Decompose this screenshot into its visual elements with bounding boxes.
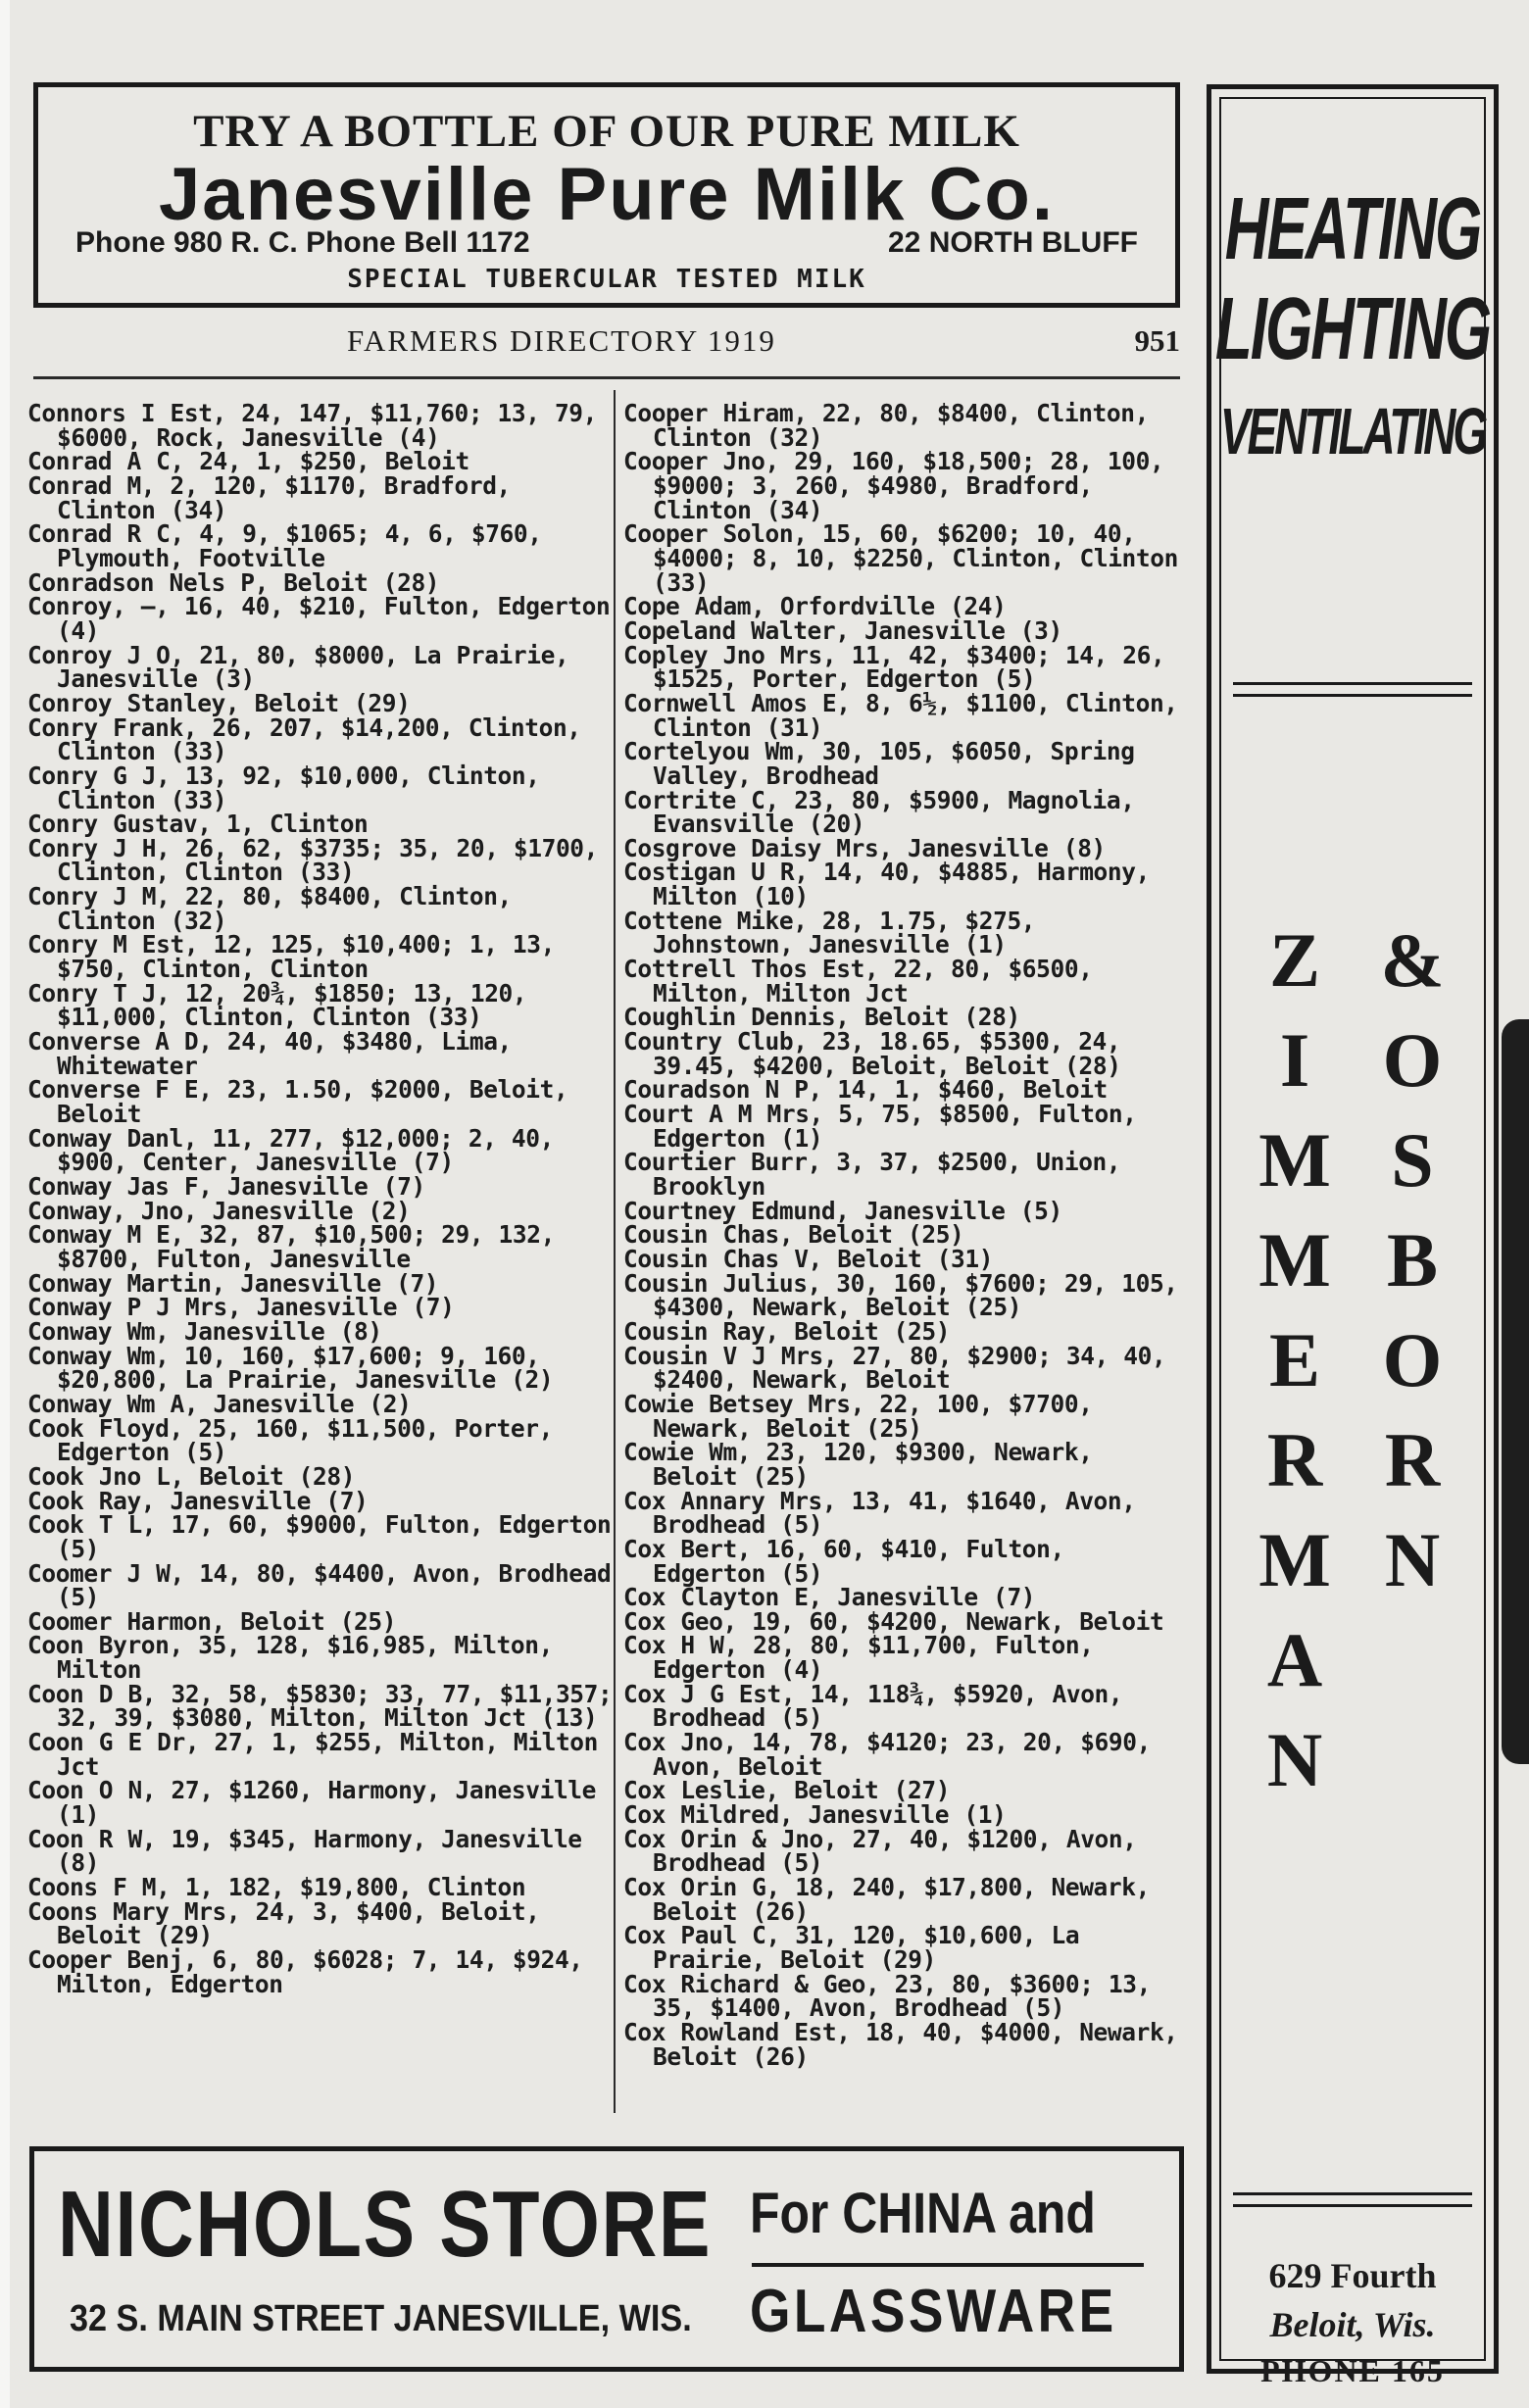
directory-entry: Cousin Julius, 30, 160, $7600; 29, 105, $4300, Newark, Beloit (25) — [623, 1268, 1178, 1322]
directory-entry: Cox J G Est, 14, 118¾, $5920, Avon, Brodhead (5) — [623, 1679, 1123, 1733]
directory-entry: Couradson N P, 14, 1, $460, Beloit — [623, 1075, 1108, 1105]
brand-letter: N — [1384, 1517, 1441, 1602]
directory-entry: Cox Rowland Est, 18, 40, $4000, Newark, Beloit (26) — [623, 2017, 1178, 2071]
side-ad-phone: PHONE 165 — [1260, 2353, 1445, 2388]
directory-entry: Cousin Chas V, Beloit (31) — [623, 1244, 994, 1273]
brand-letter: A — [1266, 1617, 1323, 1702]
service-ventilating: VENTILATING — [1219, 394, 1486, 468]
directory-entry: Copeland Walter, Janesville (3) — [623, 615, 1062, 645]
directory-entry: Conry J M, 22, 80, $8400, Clinton, Clinton (32) — [27, 882, 512, 935]
store-slogan-line1: For CHINA and — [750, 2182, 1096, 2245]
directory-entry: Coon G E Dr, 27, 1, $255, Milton, Milton Jct — [27, 1728, 599, 1781]
service-lighting: LIGHTING — [1214, 280, 1491, 379]
milk-ad-tagline: SPECIAL TUBERCULAR TESTED MILK — [347, 265, 866, 294]
directory-entry: Cox Bert, 16, 60, $410, Fulton, Edgerton (5) — [623, 1534, 1064, 1588]
directory-entry: Cox Jno, 14, 78, $4120; 23, 20, $690, Avon, Beloit — [623, 1728, 1151, 1781]
binding-tab — [1502, 1019, 1529, 1764]
directory-column-left — [27, 399, 616, 1998]
side-ad-rule — [1233, 2192, 1472, 2195]
brand-letter: M — [1258, 1117, 1331, 1203]
page-number: 951 — [1134, 323, 1180, 358]
directory-entry: Cowie Wm, 23, 120, $9300, Newark, Beloit (25) — [623, 1438, 1093, 1491]
side-ad-address: 629 Fourth — [1268, 2256, 1437, 2295]
directory-entry: Courtier Burr, 3, 37, $2500, Union, Brooklyn — [623, 1148, 1121, 1201]
directory-entry: Conway Martin, Janesville (7) — [27, 1268, 439, 1298]
brand-letter: N — [1266, 1717, 1323, 1802]
directory-entry: Cooper Benj, 6, 80, $6028; 7, 14, $924, Milton, Edgerton — [27, 1945, 583, 1998]
directory-entry: Conway Wm, Janesville (8) — [27, 1316, 382, 1346]
directory-entry: Cook Jno L, Beloit (28) — [27, 1461, 356, 1491]
directory-entry: Conway P J Mrs, Janesville (7) — [27, 1293, 455, 1322]
store-slogan-line2: GLASSWARE — [750, 2278, 1117, 2345]
directory-entry: Conway Wm, 10, 160, $17,600; 9, 160, $20,800, La Prairie, Janesville (2) — [27, 1341, 554, 1395]
directory-entry: Cooper Hiram, 22, 80, $8400, Clinton, Clinton (32) — [623, 399, 1149, 452]
directory-entry: Cooper Jno, 29, 160, $18,500; 28, 100, $9000; 3, 260, $4980, Bradford, Clinton (34) — [623, 447, 1164, 524]
directory-entry: Conrad A C, 24, 1, $250, Beloit — [27, 447, 469, 476]
directory-entry: Conway Wm A, Janesville (2) — [27, 1389, 412, 1418]
directory-entry: Cope Adam, Orfordville (24) — [623, 592, 1007, 621]
directory-entry: Cox Clayton E, Janesville (7) — [623, 1583, 1036, 1612]
directory-entry: Conway M E, 32, 87, $10,500; 29, 132, $8700, Fulton, Janesville — [27, 1220, 555, 1273]
directory-entry: Copley Jno Mrs, 11, 42, $3400; 14, 26, $1525, Porter, Edgerton (5) — [623, 640, 1165, 694]
directory-entry: Conway Danl, 11, 277, $12,000; 2, 40, $900, Center, Janesville (7) — [27, 1123, 554, 1177]
directory-entry: Cook Ray, Janesville (7) — [27, 1486, 369, 1515]
store-slogan-rule — [752, 2263, 1144, 2267]
brand-letter: & — [1380, 917, 1445, 1003]
directory-entry: Cornwell Amos E, 8, 6½, $1100, Clinton, Clinton (31) — [623, 688, 1178, 742]
directory-entry: Conrad R C, 4, 9, $1065; 4, 6, $760, Plymouth, Footville — [27, 519, 542, 572]
brand-letter: B — [1386, 1217, 1439, 1302]
side-ad-rule — [1233, 2204, 1472, 2207]
directory-entry: Coons Mary Mrs, 24, 3, $400, Beloit, Beloit (29) — [27, 1896, 540, 1950]
brand-letter: O — [1382, 1017, 1443, 1103]
brand-letter: R — [1266, 1417, 1323, 1502]
brand-letter: S — [1391, 1117, 1434, 1203]
directory-entry: Cox Richard & Geo, 23, 80, $3600; 13, 35, $1400, Avon, Brodhead (5) — [623, 1969, 1151, 2023]
directory-entry: Cousin V J Mrs, 27, 80, $2900; 34, 40, $2400, Newark, Beloit — [623, 1341, 1166, 1395]
directory-entry: Conroy Stanley, Beloit (29) — [27, 688, 411, 717]
directory-entry: Cox Orin G, 18, 240, $17,800, Newark, Beloit (26) — [623, 1873, 1150, 1926]
directory-entry: Cowie Betsey Mrs, 22, 100, $7700, Newark, Beloit (25) — [623, 1389, 1093, 1443]
directory-entry: Cox H W, 28, 80, $11,700, Fulton, Edgerton (4) — [623, 1631, 1094, 1685]
directory-entry: Coughlin Dennis, Beloit (28) — [623, 1003, 1020, 1032]
directory-entry: Courtney Edmund, Janesville (5) — [623, 1196, 1062, 1225]
milk-ad-phones: Phone 980 R. C. Phone Bell 1172 — [75, 226, 530, 259]
directory-entry: Conroy, —, 16, 40, $210, Fulton, Edgerton (4) — [27, 592, 611, 645]
milk-ad-company: Janesville Pure Milk Co. — [159, 153, 1055, 236]
directory-entry: Costigan U R, 14, 40, $4885, Harmony, Milton (10) — [623, 858, 1150, 911]
directory-entry: Cox Geo, 19, 60, $4200, Newark, Beloit — [623, 1606, 1164, 1636]
directory-entry: Cortelyou Wm, 30, 105, $6050, Spring Valley, Brodhead — [623, 737, 1135, 790]
directory-entry: Coon O N, 27, $1260, Harmony, Janesville (1) — [27, 1776, 597, 1830]
directory-entry: Coomer J W, 14, 80, $4400, Avon, Brodhead (5) — [27, 1558, 612, 1612]
directory-entry: Conry T J, 12, 20¾, $1850; 13, 120, $11,000, Clinton, Clinton (33) — [27, 978, 527, 1032]
brand-letter: O — [1382, 1317, 1443, 1402]
directory-entry: Cosgrove Daisy Mrs, Janesville (8) — [623, 833, 1106, 862]
directory-entry: Converse A D, 24, 40, $3480, Lima, Whitewater — [27, 1027, 512, 1080]
directory-column-right — [623, 399, 1184, 2071]
directory-entry: Country Club, 23, 18.65, $5300, 24, 39.45, $4200, Beloit, Beloit (28) — [623, 1027, 1121, 1080]
brand-zimmerman — [1251, 910, 1339, 1810]
service-heating: HEATING — [1224, 180, 1481, 279]
directory-title: FARMERS DIRECTORY 1919 — [347, 323, 776, 358]
directory-entry: Cottrell Thos Est, 22, 80, $6500, Milton, Milton Jct — [623, 955, 1093, 1007]
directory-entry: Conry J H, 26, 62, $3735; 35, 20, $1700, Clinton, Clinton (33) — [27, 833, 599, 887]
brand-letter: E — [1268, 1317, 1321, 1402]
directory-entry: Cox Orin & Jno, 27, 40, $1200, Avon, Brodhead (5) — [623, 1824, 1137, 1878]
side-ad-rule — [1233, 682, 1472, 685]
side-ad-rule — [1233, 694, 1472, 697]
directory-entry: Cox Leslie, Beloit (27) — [623, 1776, 951, 1805]
milk-ad-address: 22 NORTH BLUFF — [888, 226, 1138, 259]
directory-entry: Cox Paul C, 31, 120, $10,600, La Prairie, Beloit (29) — [623, 1921, 1080, 1974]
nichols-store-ad — [29, 2146, 1184, 2372]
zimmerman-osborn-ad — [1207, 84, 1499, 2388]
directory-entry: Coon Byron, 35, 128, $16,985, Milton, Milton — [27, 1631, 553, 1685]
brand-letter: R — [1384, 1417, 1441, 1502]
directory-entry: Cousin Chas, Beloit (25) — [623, 1220, 964, 1250]
directory-entry: Coon D B, 32, 58, $5830; 33, 77, $11,357; 32, 39, $3080, Milton, Milton Jct (13) — [27, 1679, 613, 1733]
directory-entry: Conroy J O, 21, 80, $8000, La Prairie, Janesville (3) — [27, 640, 569, 694]
brand-letter: M — [1258, 1217, 1331, 1302]
directory-entry: Conry Frank, 26, 207, $14,200, Clinton, Clinton (33) — [27, 713, 581, 766]
header-rule — [33, 376, 1180, 379]
milk-ad-headline: TRY A BOTTLE OF OUR PURE MILK — [193, 106, 1020, 157]
directory-entry: Conry G J, 13, 92, $10,000, Clinton, Clinton (33) — [27, 761, 540, 814]
directory-entry: Cooper Solon, 15, 60, $6200; 10, 40, $4000; 8, 10, $2250, Clinton, Clinton (33) — [623, 519, 1178, 597]
brand-osborn — [1368, 910, 1456, 1610]
directory-entry: Coomer Harmon, Beloit (25) — [27, 1606, 397, 1636]
directory-entry: Cox Annary Mrs, 13, 41, $1640, Avon, Brodhead (5) — [623, 1486, 1136, 1540]
directory-entry: Conry M Est, 12, 125, $10,400; 1, 13, $750, Clinton, Clinton — [27, 930, 555, 984]
directory-entry: Cox Mildred, Janesville (1) — [623, 1800, 1007, 1830]
directory-entry: Court A M Mrs, 5, 75, $8500, Fulton, Edgerton (1) — [623, 1100, 1137, 1153]
brand-letter: I — [1279, 1017, 1310, 1103]
directory-entry: Cook Floyd, 25, 160, $11,500, Porter, Edgerton (5) — [27, 1413, 553, 1467]
directory-entry: Conradson Nels P, Beloit (28) — [27, 567, 440, 597]
directory-entry: Conway Jas F, Janesville (7) — [27, 1172, 425, 1201]
directory-entry: Coon R W, 19, $345, Harmony, Janesville (8) — [27, 1824, 582, 1878]
directory-entry: Cook T L, 17, 60, $9000, Fulton, Edgerton (5) — [27, 1510, 612, 1563]
brand-letter: Z — [1268, 917, 1321, 1003]
directory-entry: Conrad M, 2, 120, $1170, Bradford, Clinton (34) — [27, 470, 511, 524]
directory-entry: Conway, Jno, Janesville (2) — [27, 1196, 411, 1225]
directory-entry: Conry Gustav, 1, Clinton — [27, 810, 369, 839]
directory-entry: Converse F E, 23, 1.50, $2000, Beloit, Beloit — [27, 1075, 568, 1129]
store-address: 32 S. MAIN STREET JANESVILLE, WIS. — [70, 2298, 692, 2339]
page-edge — [0, 0, 10, 2408]
directory-entry: Cottene Mike, 28, 1.75, $275, Johnstown, Janesville (1) — [623, 906, 1036, 959]
store-name: NICHOLS STORE — [58, 2172, 713, 2277]
side-ad-city: Beloit, Wis. — [1269, 2305, 1436, 2344]
directory-entry: Connors I Est, 24, 147, $11,760; 13, 79, $6000, Rock, Janesville (4) — [27, 399, 598, 452]
milk-company-ad — [33, 82, 1180, 308]
brand-letter: M — [1258, 1517, 1331, 1602]
directory-entry: Cortrite C, 23, 80, $5900, Magnolia, Evansville (20) — [623, 785, 1135, 839]
directory-entry: Coons F M, 1, 182, $19,800, Clinton — [27, 1873, 526, 1902]
page-header — [33, 323, 1180, 367]
directory-entry: Cousin Ray, Beloit (25) — [623, 1316, 951, 1346]
